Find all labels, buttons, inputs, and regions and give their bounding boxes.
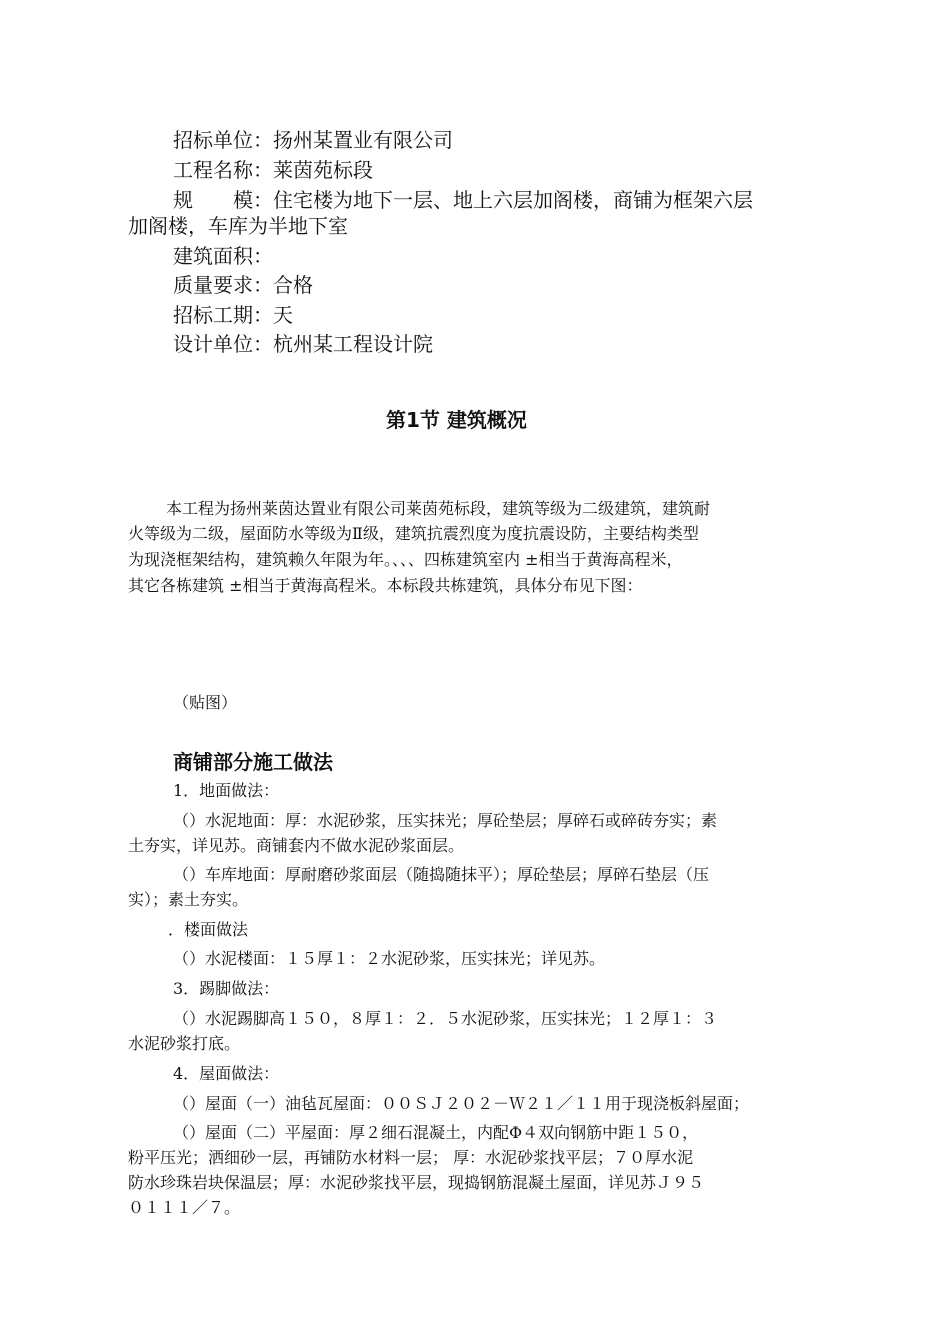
overview-line-2: 火等级为二级，屋面防水等级为Ⅱ级，建筑抗震烈度为度抗震设防，主要结构类型 [128, 524, 699, 543]
skirting-line-2: 水泥砂浆打底。 [128, 1034, 241, 1053]
cement-slab-line: （）水泥楼面：１５厚１：２水泥砂浆，压实抹光；详见苏。 [173, 949, 606, 968]
roof-two-line-3: 防水珍珠岩块保温层；厚：水泥砂浆找平层，现捣钢筋混凝土屋面，详见苏Ｊ９５ [128, 1173, 705, 1192]
project-name: 工程名称：莱茵苑标段 [173, 158, 373, 182]
scale-line-2: 加阁楼，车库为半地下室 [128, 214, 348, 238]
cement-floor-line-1: （）水泥地面：厚：水泥砂浆，压实抹光；厚砼垫层；厚碎石或碎砖夯实；素 [173, 811, 718, 830]
roof-two-line-4: ０１１１／７。 [128, 1198, 241, 1217]
bid-duration: 招标工期：天 [173, 303, 293, 327]
floor-slab-heading: ．楼面做法 [168, 920, 249, 939]
design-unit: 设计单位：杭州某工程设计院 [173, 332, 433, 356]
section-2-title: 商铺部分施工做法 [173, 750, 333, 774]
building-area: 建筑面积： [173, 244, 273, 268]
scale-line-1: 规 模：住宅楼为地下一层、地上六层加阁楼，商铺为框架六层 [173, 188, 753, 212]
image-placeholder: （贴图） [173, 693, 238, 712]
skirting-heading: 3．踢脚做法： [173, 979, 280, 998]
quality-requirement: 质量要求：合格 [173, 273, 313, 297]
garage-floor-line-2: 实）；素土夯实。 [128, 890, 249, 909]
cement-floor-line-2: 土夯实，详见苏。商铺套内不做水泥砂浆面层。 [128, 836, 465, 855]
roof-heading: 4．屋面做法： [173, 1064, 280, 1083]
section-1-title: 第1节 建筑概况 [386, 408, 527, 432]
overview-line-4: 其它各栋建筑 ±相当于黄海高程米。本标段共栋建筑，具体分布见下图： [128, 576, 643, 595]
overview-line-1: 本工程为扬州莱茵达置业有限公司莱茵苑标段，建筑等级为二级建筑，建筑耐 [166, 499, 711, 518]
roof-two-line-1: （）屋面（二）平屋面：厚２细石混凝土，内配Φ４双向钢筋中距１５０， [173, 1123, 699, 1142]
roof-one-line: （）屋面（一）油毡瓦屋面：００ＳＪ２０２－Ｗ２１／１１用于现浇板斜屋面； [173, 1094, 750, 1113]
skirting-line-1: （）水泥踢脚高１５０，８厚１：２．５水泥砂浆，压实抹光；１２厚１：３ [173, 1009, 718, 1028]
garage-floor-line-1: （）车库地面：厚耐磨砂浆面层（随捣随抹平）；厚砼垫层；厚碎石垫层（压 [173, 865, 710, 884]
floor-method-heading: 1．地面做法： [173, 781, 280, 800]
overview-line-3: 为现浇框架结构，建筑赖久年限为年。、、、四栋建筑室内 ±相当于黄海高程米， [128, 550, 683, 569]
bid-unit: 招标单位：扬州某置业有限公司 [173, 128, 453, 152]
roof-two-line-2: 粉平压光；洒细砂一层，再铺防水材料一层； 厚：水泥砂浆找平层；７０厚水泥 [128, 1148, 694, 1167]
